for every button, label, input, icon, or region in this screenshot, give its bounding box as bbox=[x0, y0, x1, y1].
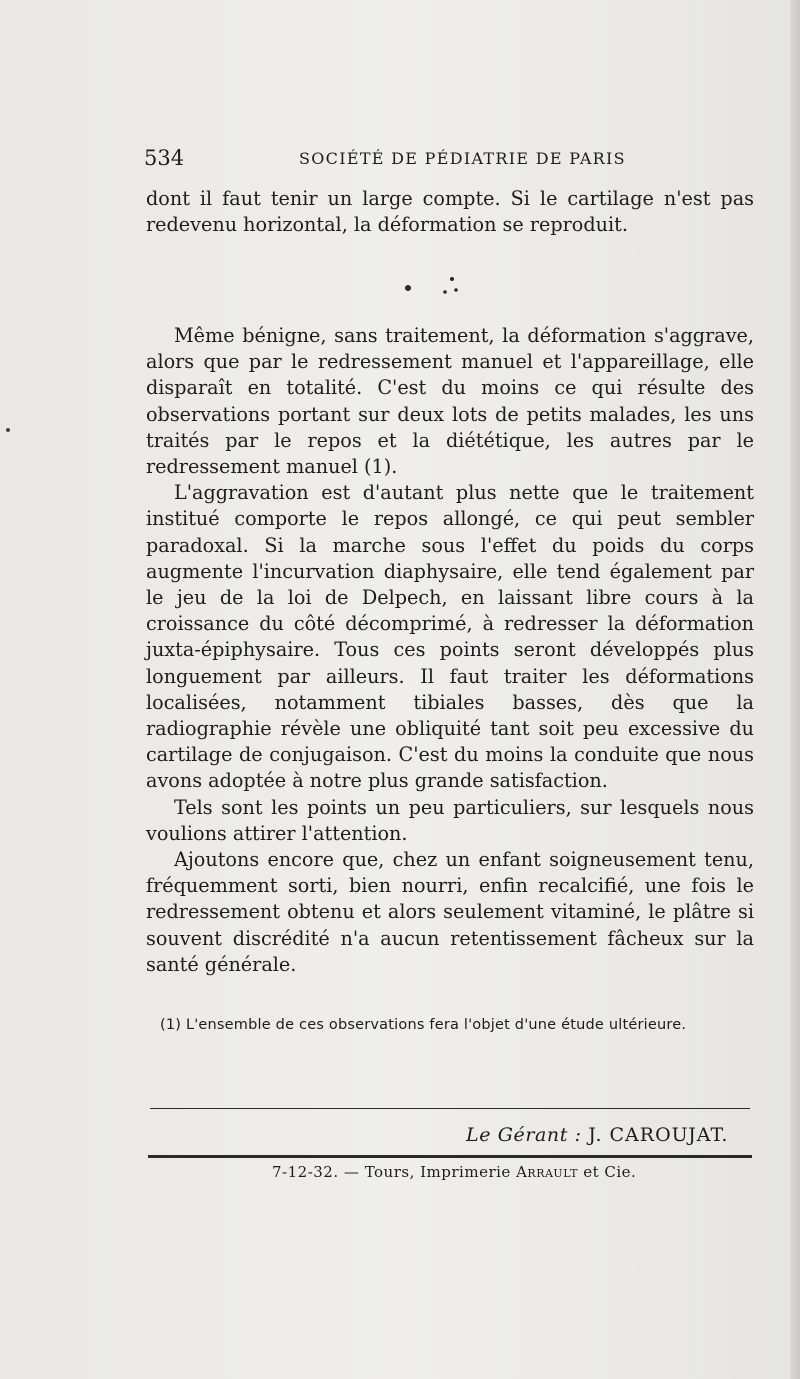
paragraph-3: Tels sont les points un peu particuliers, sur lesquels nous voulions attirer l'attention. bbox=[146, 795, 754, 845]
page-number: 534 bbox=[144, 146, 185, 170]
opening-paragraph: dont il faut tenir un large compte. Si le cartilage n'est pas redevenu horizontal, la déformation se reproduit. bbox=[146, 187, 754, 237]
asterism-dot-left bbox=[405, 285, 411, 291]
signature-rule bbox=[150, 1108, 750, 1109]
imprint-line bbox=[272, 1163, 732, 1181]
signature-name: J. CAROUJAT. bbox=[588, 1124, 729, 1146]
page-edge bbox=[790, 0, 800, 1379]
paragraph-1: Même bénigne, sans traitement, la déformation s'aggrave, alors que par le redressement manuel et l'appareillage, elle disparaît en totalité. C'est du moins ce qui résulte des observations portant sur deux lots de petits malades, les uns traités par le repos et la diététique, les autres par le redressement manuel (1). bbox=[146, 324, 754, 479]
imprint-place: Tours, Imprimerie bbox=[364, 1163, 511, 1181]
footnote: (1) L'ensemble de ces observations fera l'objet d'une étude ultérieure. bbox=[160, 1017, 687, 1033]
opening-text-block bbox=[146, 186, 754, 238]
paragraph-2: L'aggravation est d'autant plus nette que le traitement institué comporte le repos allongé, ce qui peut sembler paradoxal. Si la marche sous l'effet du poids du corps augmente l'incurvation diaphysaire, elle tend également par le jeu de la loi de Delpech, en laissant libre cours à la croissance du côté décomprimé, à redresser la déformation juxta-épiphysaire. Tous ces points seront développés plus longuement par ailleurs. Il faut traiter les déformations localisées, notamment tibiales basses, dès que la radiographie révèle une obliquité tant soit peu excessive du cartilage de conjugaison. C'est du moins la conduite que nous avons adoptée à notre plus grande satisfaction. bbox=[146, 481, 754, 793]
main-text-block bbox=[146, 323, 754, 978]
imprint-rule bbox=[148, 1155, 752, 1158]
imprint-printer: Arrault bbox=[516, 1163, 578, 1181]
signature bbox=[466, 1124, 766, 1146]
imprint-date: 7-12-32. bbox=[272, 1163, 339, 1181]
paragraph-4: Ajoutons encore que, chez un enfant soigneusement tenu, fréquemment sorti, bien nourri, enfin recalcifié, une fois le redressement obtenu et alors seulement vitaminé, le plâtre si souvent discrédité n'a aucun retentissement fâcheux sur la santé générale. bbox=[146, 848, 754, 976]
asterism-star-bottom-right bbox=[454, 288, 458, 292]
signature-label: Le Gérant : bbox=[466, 1124, 582, 1146]
asterism-ornament bbox=[398, 266, 468, 306]
running-title: SOCIÉTÉ DE PÉDIATRIE DE PARIS bbox=[299, 149, 626, 168]
imprint-dash: — bbox=[343, 1163, 360, 1181]
asterism-star-top bbox=[450, 277, 454, 281]
imprint-suffix: et Cie. bbox=[583, 1163, 637, 1181]
page-header bbox=[144, 146, 756, 176]
margin-speck bbox=[6, 428, 10, 432]
asterism-star-bottom-left bbox=[443, 290, 447, 294]
